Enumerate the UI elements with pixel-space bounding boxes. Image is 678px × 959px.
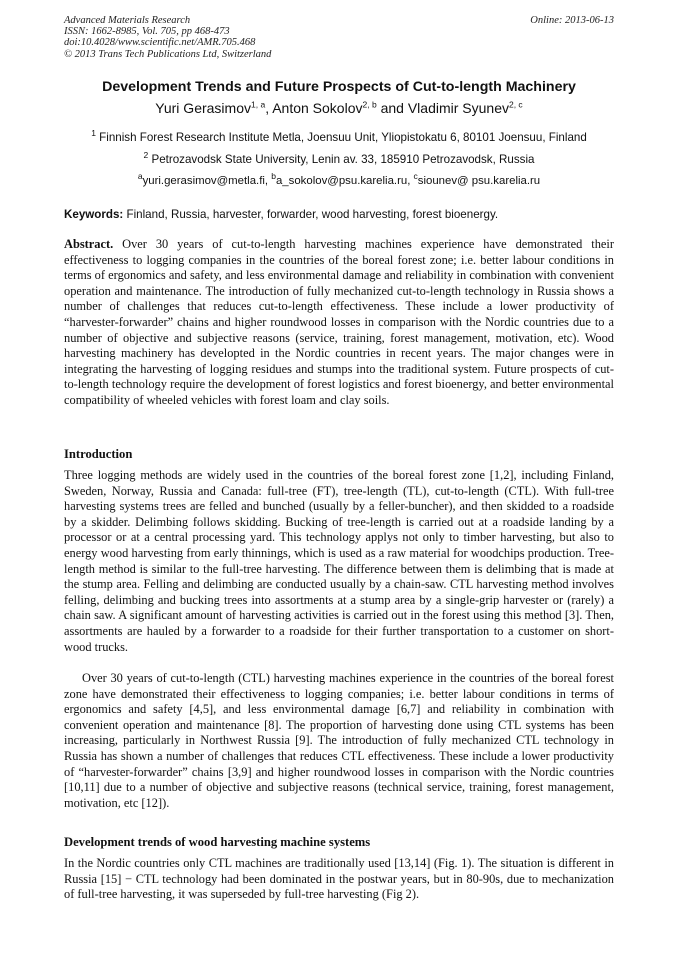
- author-superscript: 2, b: [362, 99, 377, 110]
- keywords-text: Finland, Russia, harvester, forwarder, wood harvesting, forest bioenergy.: [123, 208, 499, 221]
- author-separator: ,: [265, 100, 273, 116]
- introduction-paragraph-1: Three logging methods are widely used in the countries of the boreal forest zone [1,2], including Finland, Sweden, Norway, Russia and Canada: full-tree (FT), tree-length (TL), cut-to-length (CTL). With full-tree harvesting systems trees are felled and bunched (usually by a feller-buncher), and then skidded to a roadside by a skidder. Delimbing follows skidding. Bucking of tree-length is carried out at a roadside landing by a processor or at a central processing yard. This technology applys not only to timber harvesting, but also to energy wood harvesting from early thinnings, which is used as a raw material for woodchips production. Tree-length method is similar to the full-tree harvesting. The difference between them is delimbing that is made at the stump area. Felling and delimbing are conducted usually by a chain-saw. CTL harvesting method involves felling, delimbing and bucking trees into assortments at a stump area by a single-grip harvester or (rarely) a chain saw. A significant amount of harvesting activities is carried out in the forest using this method [3]. Then, assortments are hauled by a forwarder to a roadside for their further transportation to a customer on short-wood trucks.: [64, 468, 614, 654]
- author-emails: [0, 171, 678, 187]
- affiliation-text: Petrozavodsk State University, Lenin av. 33, 185910 Petrozavodsk, Russia: [151, 153, 535, 166]
- email-link[interactable]: siounev@ psu.karelia.ru: [417, 175, 541, 187]
- author-superscript: 1, a: [251, 99, 266, 110]
- section-heading-development-trends: Development trends of wood harvesting machine systems: [64, 835, 371, 849]
- email-marker: b: [271, 171, 276, 182]
- author-superscript: 2, c: [508, 99, 523, 110]
- copyright-line: © 2013 Trans Tech Publications Ltd, Switzerland: [64, 48, 272, 60]
- affiliation-1: [0, 128, 678, 144]
- introduction-paragraph-2: Over 30 years of cut-to-length (CTL) harvesting machines experience in the countries of the boreal forest zone have demonstrated their effectiveness to logging companies; i.e. better labour conditions in terms of ergonomics and safety [4,5], and less environmental damage [6,7] and reliability in combination with convenient operation and maintenance [8]. The proportion of harvesting done using CTL systems has been increasing, particularly in Northwest Russia [9]. The introduction of fully mechanized CTL technology in Russia has shown a number of challenges that reduces CTL effectiveness. These include a lower productivity of “harvester-forwarder” chains [3,9] and higher roundwood losses in comparison with the Nordic countries [10,11] due to a number of objective and subjective reasons (technical service, training, forest management, motivation, etc [12]).: [64, 671, 614, 810]
- abstract: [64, 237, 614, 409]
- keywords-label: Keywords:: [64, 208, 124, 221]
- author-list: [0, 100, 678, 116]
- email-link[interactable]: yuri.gerasimov@metla.fi,: [142, 175, 272, 187]
- paper-title: Development Trends and Future Prospects of Cut-to-length Machinery: [102, 79, 576, 95]
- affiliation-2: [0, 150, 678, 166]
- author-name: Yuri Gerasimov: [155, 100, 251, 116]
- doi-line: doi:10.4028/www.scientific.net/AMR.705.468: [64, 37, 256, 49]
- affiliation-number: 1: [91, 128, 96, 139]
- development-paragraph-1: In the Nordic countries only CTL machines are traditionally used [13,14] (Fig. 1). The situation is different in Russia [15] − CTL technology had been dominated in the postwar years, but in 80-90s, due to mechanization of full-tree harvesting, it was superseded by full-tree harvesting (Fig 2).: [64, 856, 614, 902]
- abstract-text: Over 30 years of cut-to-length harvesting machines experience have demonstrated their effectiveness to logging companies in the countries of the boreal forest zone; i.e. better labour conditions in terms of ergonomics and safety, and less environmental damage and reliability in combination with convenient operation and maintenance. The introduction of fully mechanized cut-to-length technology in Russia shows a number of challenges that reduces cut-to-length effectiveness. These include a lower productivity of “harvester-forwarder” chains and higher roundwood losses in comparison with the Nordic countries due to a number of objective and subjective reasons (service, training, forest management, motivation, etc). Wood harvesting machinery has developted in the Nordic countries in recent years. The major changes were in integrating the harvesting of logging residues and stumps into the traditional system. Future prospects of cut-to-length technology require the development of forest logistics and forest bioenergy, and better environmental compatibility of wheeled vehicles with forest loam and clay soils.: [64, 237, 614, 407]
- section-heading-introduction: Introduction: [64, 447, 133, 461]
- affiliation-number: 2: [143, 150, 149, 161]
- journal-metadata: [64, 15, 271, 60]
- author-name: Vladimir Syunev: [407, 100, 509, 116]
- author-separator: and: [376, 100, 408, 116]
- abstract-label: Abstract.: [64, 237, 114, 251]
- email-link[interactable]: a_sokolov@psu.karelia.ru,: [275, 175, 414, 187]
- author-name: Anton Sokolov: [272, 100, 363, 116]
- issn-line: ISSN: 1662-8985, Vol. 705, pp 468-473: [64, 26, 230, 38]
- email-marker: a: [137, 171, 143, 182]
- journal-name: Advanced Materials Research: [64, 15, 191, 26]
- affiliation-text: Finnish Forest Research Institute Metla, Joensuu Unit, Yliopistokatu 6, 80101 Joensuu, Finland: [99, 131, 587, 144]
- online-date: Online: 2013-06-13: [530, 15, 614, 26]
- email-marker: c: [413, 171, 418, 182]
- keywords: [64, 208, 498, 221]
